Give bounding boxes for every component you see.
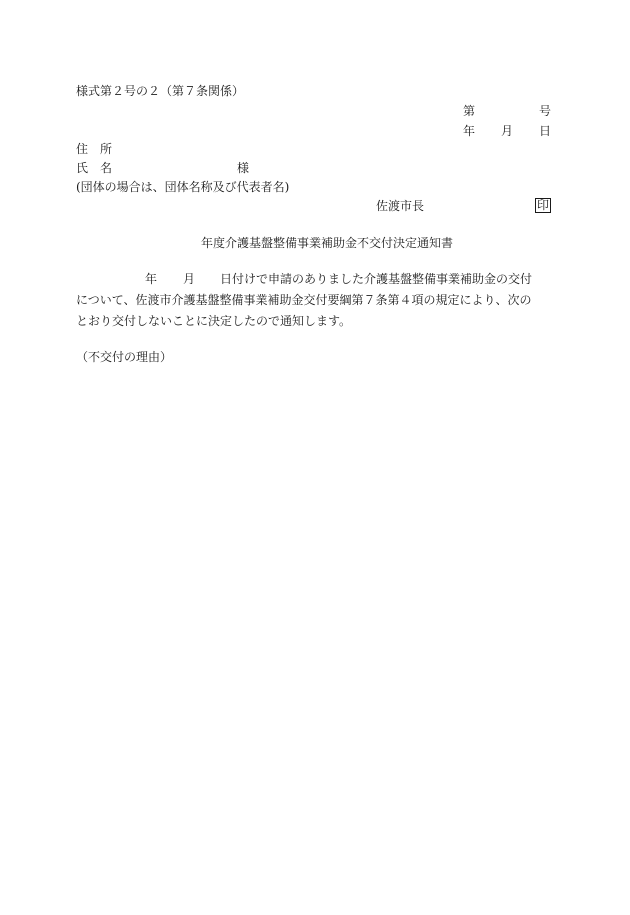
body-line-2: について、佐渡市介護基盤整備事業補助金交付要綱第７条第４項の規定により、次の [76,293,532,307]
body-year-mark: 年 [145,272,158,286]
name-label: 氏 名 [76,161,113,175]
body-line-3: とおり交付しないことに決定したので通知します。 [76,314,352,328]
form-number: 様式第２号の２（第７条関係） [76,84,245,98]
address-label: 住 所 [76,142,113,156]
issuer-title: 佐渡市長 [376,199,425,213]
honorific: 様 [237,161,250,175]
date-day-label: 日 [539,124,552,138]
document-title: 年度介護基盤整備事業補助金不交付決定通知書 [201,236,454,250]
date-year-label: 年 [463,124,476,138]
doc-number-suffix: 号 [539,104,552,118]
date-month-label: 月 [501,124,514,138]
body-month-mark: 月 [183,272,196,286]
reason-heading: （不交付の理由） [76,350,173,364]
seal-mark [535,198,551,213]
doc-number-prefix: 第 [463,104,476,118]
body-line-1: 日付けで申請のありました介護基盤整備事業補助金の交付 [220,272,533,286]
seal-stamp-icon: 印 [537,198,550,212]
group-note: (団体の場合は、団体名称及び代表者名) [76,180,290,194]
